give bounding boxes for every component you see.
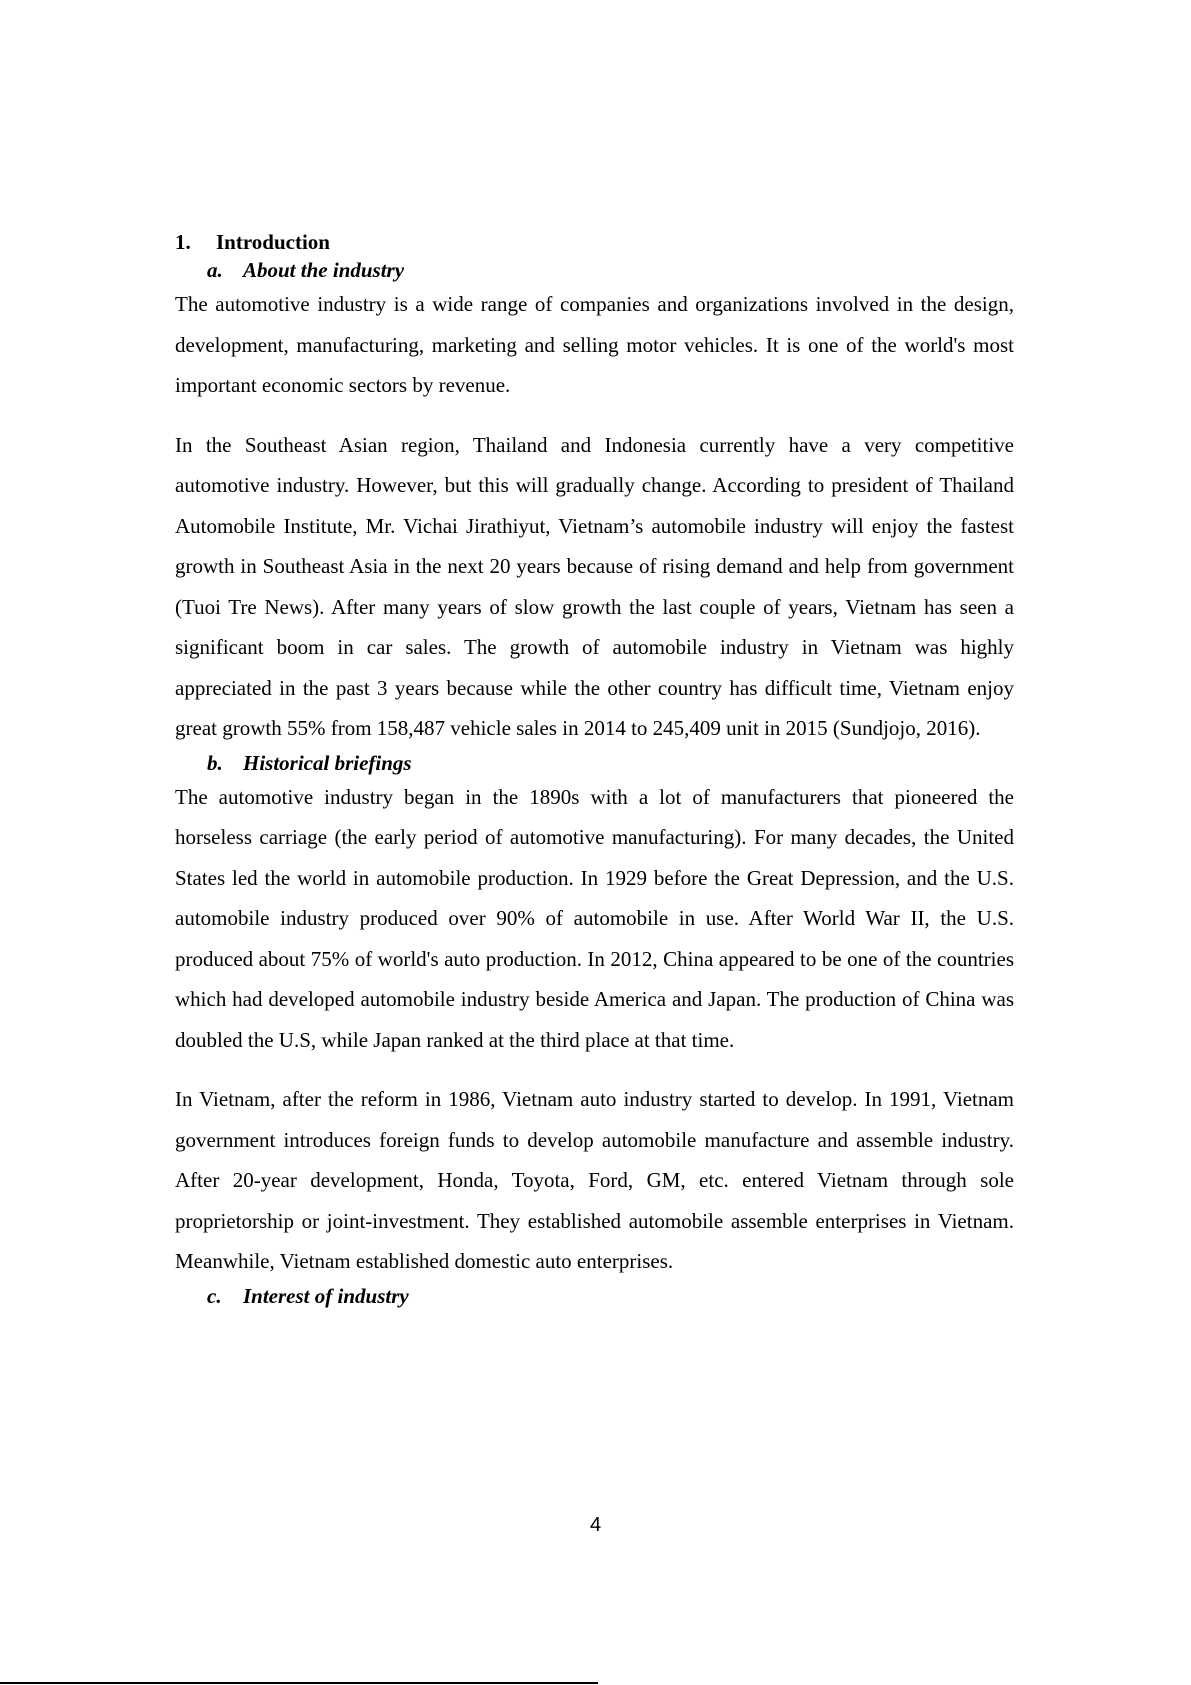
page-content [175, 228, 1014, 1310]
paragraph: The automotive industry is a wide range of companies and organizations involved in the design, development, manufacturing, marketing and selling motor vehicles. It is one of the world's most important economic sectors by revenue. [175, 292, 1014, 397]
section-title: Introduction [216, 230, 330, 254]
subsection-letter: b. [207, 750, 223, 775]
subsection-title: About the industry [243, 258, 405, 282]
paragraph: The automotive industry began in the 1890s with a lot of manufacturers that pioneered the horseless carriage (the early period of automotive manufacturing). For many decades, the United States led the world in automobile production. In 1929 before the Great Depression, and the U.S. automobile industry produced over 90% of automobile in use. After World War II, the U.S. produced about 75% of world's auto production. In 2012, China appeared to be one of the countries which had developed automobile industry beside America and Japan. The production of China was doubled the U.S, while Japan ranked at the third place at that time. [175, 784, 1014, 1052]
subsection-title: Interest of industry [243, 1283, 409, 1308]
paragraph: In Vietnam, after the reform in 1986, Vietnam auto industry started to develop. In 1991, Vietnam government introduces foreign funds to develop automobile manufacture and assemble industry. After 20-year development, Honda, Toyota, Ford, GM, etc. entered Vietnam through sole proprietorship or joint-investment. They established automobile assemble enterprises in Vietnam. Meanwhile, Vietnam established domestic auto enterprises. [175, 1087, 1014, 1273]
subsection-letter: a. [207, 258, 223, 282]
subsection-heading-a [175, 256, 1014, 284]
page-number: 4 [589, 1514, 602, 1536]
footer-divider [0, 1682, 598, 1684]
subsection-title: Historical briefings [243, 750, 412, 775]
section-heading [175, 228, 1014, 256]
section-number: 1. [175, 230, 191, 254]
subsection-heading-b [175, 749, 1014, 777]
paragraph: In the Southeast Asian region, Thailand and Indonesia currently have a very competitive automotive industry. However, but this will gradually change. According to president of Thailand Automobile Institute, Mr. Vichai Jirathiyut, Vietnam’s automobile industry will enjoy the fastest growth in Southeast Asia in the next 20 years because of rising demand and help from government (Tuoi Tre News). After many years of slow growth the last couple of years, Vietnam has seen a significant boom in car sales. The growth of automobile industry in Vietnam was highly appreciated in the past 3 years because while the other country has difficult time, Vietnam enjoy great growth 55% from 158,487 vehicle sales in 2014 to 245,409 unit in 2015 (Sundjojo, 2016). [175, 432, 1014, 740]
subsection-heading-c [175, 1282, 1014, 1310]
subsection-letter: c. [207, 1283, 222, 1308]
